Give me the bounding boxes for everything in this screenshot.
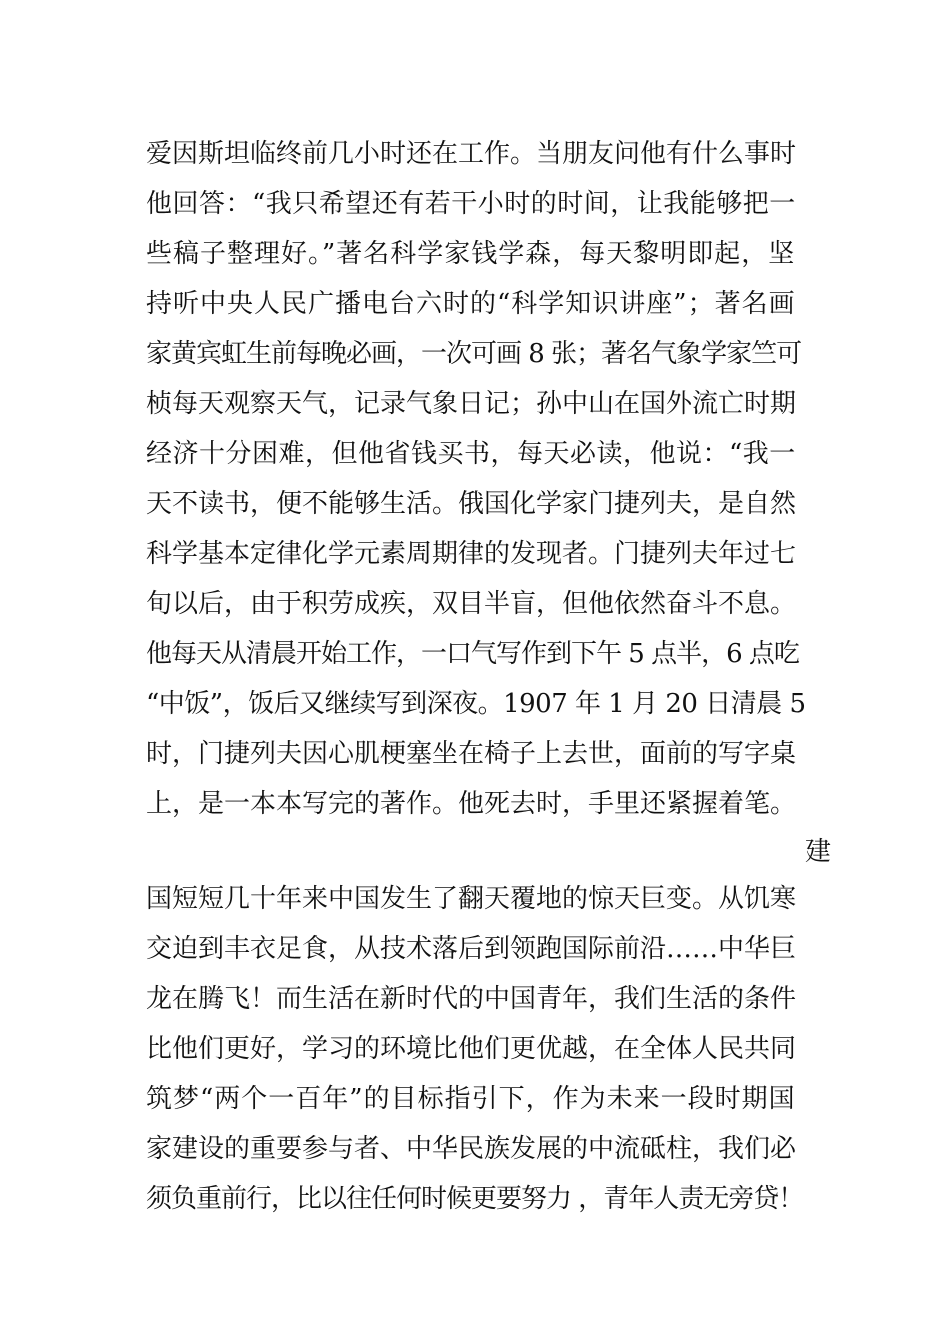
text-line: 上，是一本本写完的著作。他死去时，手里还紧握着笔。 (146, 789, 797, 819)
text-line: 龙在腾飞！而生活在新时代的中国青年，我们生活的条件 (146, 984, 797, 1014)
text-line: 筑梦“两个一百年”的目标指引下，作为未来一段时期国 (146, 1084, 796, 1114)
text-line: 些稿子整理好。”著名科学家钱学森，每天黎明即起，坚 (146, 239, 796, 269)
text-line: 科学基本定律化学元素周期律的发现者。门捷列夫年过七 (146, 539, 797, 569)
text-line: 家建设的重要参与者、中华民族发展的中流砥柱，我们必 (146, 1134, 797, 1164)
text-line: 爱因斯坦临终前几小时还在工作。当朋友问他有什么事时 (146, 139, 797, 169)
text-line: “中饭”，饭后又继续写到深夜。1907 年 1 月 20 日清晨 5 (146, 689, 806, 719)
text-line: 须负重前行，比以往任何时候更要努力 ，青年人责无旁贷！ (146, 1184, 804, 1214)
text-line: 持听中央人民广播电台六时的“科学知识讲座”；著名画 (146, 289, 796, 319)
text-line: 国短短几十年来中国发生了翻天覆地的惊天巨变。从饥寒 (146, 884, 797, 914)
text-line: 经济十分困难，但他省钱买书，每天必读，他说：“我一 (146, 439, 796, 469)
text-line: 他回答：“我只希望还有若干小时的时间，让我能够把一 (146, 189, 796, 219)
text-line: 比他们更好，学习的环境比他们更优越，在全体人民共同 (146, 1034, 797, 1064)
text-line: 桢每天观察天气，记录气象日记；孙中山在国外流亡时期 (146, 389, 797, 419)
paragraph-start-char: 建 (804, 837, 832, 867)
text-line: 旬以后，由于积劳成疾，双目半盲，但他依然奋斗不息。 (146, 589, 797, 619)
text-line: 时，门捷列夫因心肌梗塞坐在椅子上去世，面前的写字桌 (146, 739, 797, 769)
text-line: 天不读书，便不能够生活。俄国化学家门捷列夫，是自然 (146, 489, 797, 519)
text-line: 家黄宾虹生前每晚必画，一次可画 8 张；著名气象学家竺可 (146, 339, 802, 369)
text-line: 他每天从清晨开始工作，一口气写作到下午 5 点半，6 点吃 (146, 639, 799, 669)
text-line: 交迫到丰衣足食，从技术落后到领跑国际前沿……中华巨 (146, 934, 797, 964)
